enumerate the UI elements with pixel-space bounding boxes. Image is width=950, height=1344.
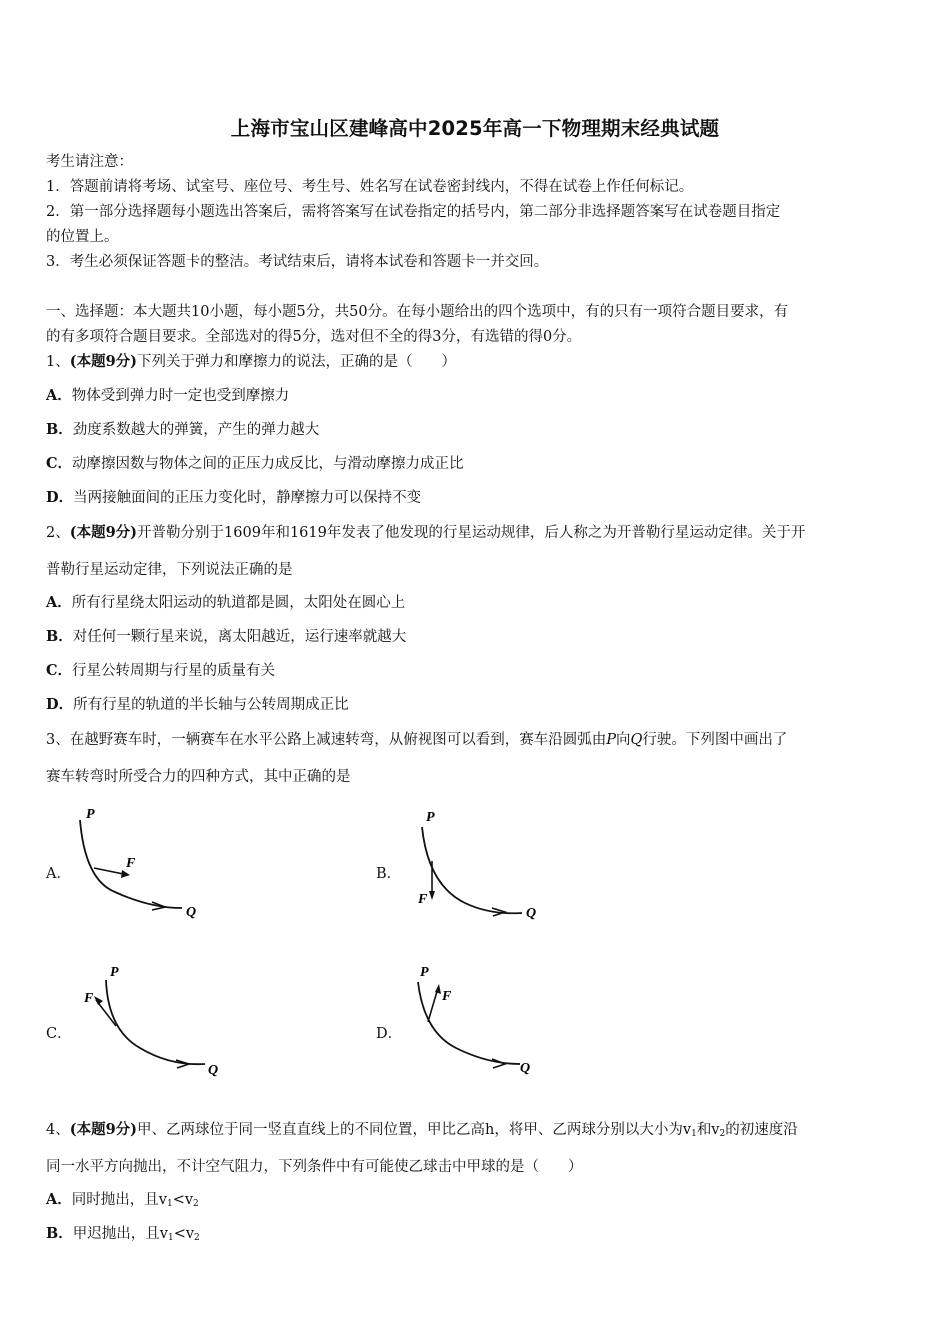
question-2-stem xyxy=(46,521,805,542)
label-p: P xyxy=(420,965,429,980)
option-text: 同时抛出，且v xyxy=(71,1192,167,1208)
force-arrowhead xyxy=(94,996,103,1005)
figure-a xyxy=(70,800,210,920)
option-text: <v xyxy=(172,1192,194,1208)
option-letter: C． xyxy=(46,455,73,472)
trajectory-curve xyxy=(422,827,522,913)
question-number: 3、 xyxy=(46,732,70,748)
trajectory-arrow xyxy=(492,1059,505,1068)
question-3-stem xyxy=(46,728,787,749)
force-arrowhead xyxy=(429,891,435,900)
option-text: 当两接触面间的正压力变化时，静摩擦力可以保持不变 xyxy=(73,490,422,506)
point-q: Q xyxy=(630,732,643,748)
question-text: 同一水平方向抛出，不计空气阻力，下列条件中有可能使乙球击中甲球的是（ ） xyxy=(46,1159,583,1175)
question-text: 在越野赛车时，一辆赛车在水平公路上减速转弯，从俯视图可以看到，赛车沿圆弧由 xyxy=(69,732,607,748)
option-item xyxy=(46,625,406,646)
label-p: P xyxy=(86,807,95,822)
force-arrow-line xyxy=(428,988,438,1022)
question-text: 甲、乙两球位于同一竖直直线上的不同位置，甲比乙高h，将甲、乙两球分别以大小为v xyxy=(137,1122,692,1138)
option-letter: D． xyxy=(46,696,74,713)
notice-heading: 考生请注意： xyxy=(46,154,133,170)
figure-d xyxy=(408,960,548,1080)
label-q: Q xyxy=(186,905,197,920)
option-item xyxy=(46,1222,200,1243)
section-intro: 的有多项符合题目要求。全部选对的得5分，选对但不全的得3分，有选错的得0分。 xyxy=(46,329,582,345)
question-tag: (本题9分) xyxy=(69,1121,138,1138)
label-f: F xyxy=(84,991,94,1006)
notice-item: 2．第一部分选择题每小题选出答案后，需将答案写在试卷指定的括号内，第二部分非选择题答案写在试卷题目指定 xyxy=(46,204,781,220)
page-title: 上海市宝山区建峰高中2025年高一下物理期末经典试题 xyxy=(230,117,720,140)
question-4-stem xyxy=(46,1118,798,1139)
question-text: 赛车转弯时所受合力的四种方式，其中正确的是 xyxy=(46,769,351,785)
trajectory-curve xyxy=(418,982,520,1064)
question-text: 行驶。下列图中画出了 xyxy=(642,732,788,748)
option-item xyxy=(46,591,405,612)
option-letter: A． xyxy=(46,594,72,611)
point-p: P xyxy=(606,732,616,748)
notice-item: 3．考生必须保证答题卡的整洁。考试结束后，请将本试卷和答题卡一并交回。 xyxy=(46,254,549,270)
question-text: 的初速度沿 xyxy=(725,1122,798,1138)
figure-c-letter: C． xyxy=(46,1026,72,1042)
option-item xyxy=(46,418,319,439)
option-text: 动摩擦因数与物体之间的正压力成反比，与滑动摩擦力成正比 xyxy=(72,456,464,472)
label-f: F xyxy=(126,856,136,871)
option-text: 行星公转周期与行星的质量有关 xyxy=(72,663,276,679)
option-item xyxy=(46,693,349,714)
option-item xyxy=(46,452,464,473)
subscript: 2 xyxy=(194,1233,200,1243)
option-item xyxy=(46,384,289,405)
label-f: F xyxy=(418,892,428,907)
question-text: 下列关于弹力和摩擦力的说法，正确的是（ ） xyxy=(137,354,457,370)
option-letter: A． xyxy=(46,387,72,404)
figure-b-letter: B． xyxy=(376,866,402,882)
option-letter: D． xyxy=(46,489,74,506)
question-text: 普勒行星运动定律，下列说法正确的是 xyxy=(46,562,293,578)
label-p: P xyxy=(426,810,435,825)
figure-d-letter: D． xyxy=(376,1026,403,1042)
question-number: 2、 xyxy=(46,525,70,541)
option-letter: A． xyxy=(46,1191,72,1208)
question-number: 1、 xyxy=(46,354,70,370)
section-intro: 一、选择题：本大题共10小题，每小题5分，共50分。在每小题给出的四个选项中，有的只有一项符合题目要求，有 xyxy=(46,304,789,320)
label-f: F xyxy=(442,989,452,1004)
option-text: 甲迟抛出，且v xyxy=(72,1226,168,1242)
subscript: 2 xyxy=(193,1199,199,1209)
option-text: 物体受到弹力时一定也受到摩擦力 xyxy=(71,388,290,404)
option-item xyxy=(46,659,275,680)
figure-a-letter: A． xyxy=(46,866,71,882)
option-text: 劲度系数越大的弹簧，产生的弹力越大 xyxy=(72,422,320,438)
figure-b xyxy=(410,805,550,925)
question-text: 和v xyxy=(696,1122,720,1138)
subscript: 2 xyxy=(719,1129,726,1139)
label-p: P xyxy=(110,965,119,980)
option-text: 对任何一颗行星来说，离太阳越近，运行速率就越大 xyxy=(72,629,407,645)
option-letter: B． xyxy=(46,1225,73,1242)
figure-c xyxy=(80,960,230,1080)
question-1-stem xyxy=(46,350,456,371)
option-item xyxy=(46,486,421,507)
trajectory-curve xyxy=(106,980,205,1064)
force-arrowhead xyxy=(121,870,130,878)
question-tag: (本题9分) xyxy=(69,353,138,370)
option-text: 所有行星绕太阳运动的轨道都是圆，太阳处在圆心上 xyxy=(71,595,406,611)
option-text: <v xyxy=(173,1226,195,1242)
notice-item: 1．答题前请将考场、试室号、座位号、考生号、姓名写在试卷密封线内，不得在试卷上作任何标记。 xyxy=(46,179,694,195)
notice-item: 的位置上。 xyxy=(46,229,119,245)
question-tag: (本题9分) xyxy=(69,524,138,541)
subscript: 1 xyxy=(691,1129,697,1139)
subscript: 1 xyxy=(167,1233,174,1243)
question-text: 开普勒分别于1609年和1619年发表了他发现的行星运动规律，后人称之为开普勒行星运动定律。关于开 xyxy=(137,525,806,541)
option-letter: C． xyxy=(46,662,73,679)
question-text: 向 xyxy=(616,732,631,748)
option-text: 所有行星的轨道的半长轴与公转周期成正比 xyxy=(73,697,349,713)
label-q: Q xyxy=(520,1061,531,1076)
subscript: 1 xyxy=(166,1199,173,1209)
option-letter: B． xyxy=(46,421,73,438)
question-number: 4、 xyxy=(46,1122,70,1138)
option-item xyxy=(46,1188,199,1209)
option-letter: B． xyxy=(46,628,73,645)
label-q: Q xyxy=(526,906,537,921)
label-q: Q xyxy=(208,1063,219,1078)
